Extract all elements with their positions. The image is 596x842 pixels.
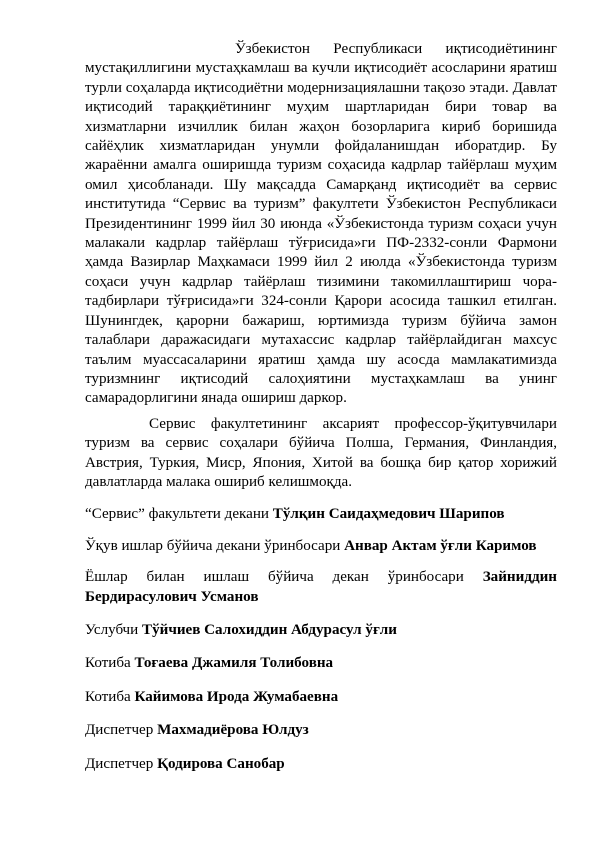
staff-entry-dispatcher-1 <box>85 721 557 740</box>
staff-entry-dean <box>85 505 557 524</box>
staff-name: Тоғаева Джамиля Толибовна <box>134 655 334 672</box>
staff-role: Диспетчер <box>85 722 154 739</box>
staff-name: Зайниддин Бердирасулович Усманов <box>85 569 557 605</box>
staff-name: Қодирова Санобар <box>157 755 285 772</box>
staff-name: Тўйчиев Салохиддин Абдурасул ўғли <box>142 621 397 638</box>
staff-entry-deputy-youth <box>85 568 557 607</box>
staff-name: Анвар Актам ўғли Каримов <box>344 537 537 554</box>
staff-role: Ўқув ишлар бўйича декани ўринбосари <box>85 537 341 554</box>
staff-entry-dispatcher-2 <box>85 755 557 774</box>
staff-role: Котиба <box>85 655 131 672</box>
staff-name: Кайимова Ирода Жумабаевна <box>134 688 339 705</box>
document-page <box>85 40 557 774</box>
staff-entry-methodist <box>85 621 557 640</box>
faculty-paragraph: Сервис факултетининг аксарият профессор-ўқитувчилари туризм ва сервис соҳалари бўйича Полша, Германия, Финландия, Австрия, Туркия, Миср, Япония, Хитой ва бошқа бир қатор хорижий давлатларда малака ошириб келишмоқда. <box>85 415 557 490</box>
staff-entry-secretary-1 <box>85 654 557 673</box>
staff-role: “Сервис” факультети декани <box>85 506 269 523</box>
staff-role: Ёшлар билан ишлаш бўйича декан ўринбосари <box>85 569 464 586</box>
staff-name: Тўлқин Саидаҳмедович Шарипов <box>272 506 505 523</box>
staff-role: Диспетчер <box>85 755 154 772</box>
intro-paragraph: Ўзбекистон Республикаси иқтисодиётининг мустақиллигини мустаҳкамлаш ва кучли иқтисодиёт асосларини яратиш турли соҳаларда иқтисодиётни модернизациялашни тақозо этади. Давлат иқтисодий тараққиётининг муҳим шартларидан бири товар ва хизматларни изчиллик билан жаҳон бозорларига кириб боришида сайёҳлик хизматларидан унумли фойдаланишдан иборатдир. Бу жараённи амалга оширишда туризм соҳасида кадрлар тайёрлаш муҳим омил ҳисобланади. Шу мақсадда Самарқанд иқтисодиёт ва сервис институтида “Сервис ва туризм” факултети Ўзбекистон Республикаси Президентининг 1999 йил 30 июнда «Ўзбекистонда туризм соҳаси учун малакали кадрлар тайёрлаш тўғрисида»ги ПФ-2332-сонли Фармони ҳамда Вазирлар Маҳкамаси 1999 йил 2 июлда «Ўзбекистонда туризм соҳаси учун кадрлар тайёрлаш тизимини такомиллаштириш чора-тадбирлари тўғрисида»ги 324-сонли Қарори асосида ташкил етилган. Шунингдек, қарорни бажариш, юртимизда туризм бўйича замон талаблари даражасидаги мутахассис кадрлар тайёрлайдиган махсус таълим муассасаларини яратиш ҳамда шу асосда мамлакатимизда туризмнинг иқтисодий салоҳиятини мустаҳкамлаш ва унинг самарадорлигини янада ошириш даркор. <box>85 41 557 407</box>
staff-entry-deputy-education <box>85 537 557 556</box>
staff-name: Махмадиёрова Юлдуз <box>157 722 309 739</box>
staff-role: Услубчи <box>85 621 139 638</box>
staff-role: Котиба <box>85 688 131 705</box>
staff-entry-secretary-2 <box>85 688 557 707</box>
